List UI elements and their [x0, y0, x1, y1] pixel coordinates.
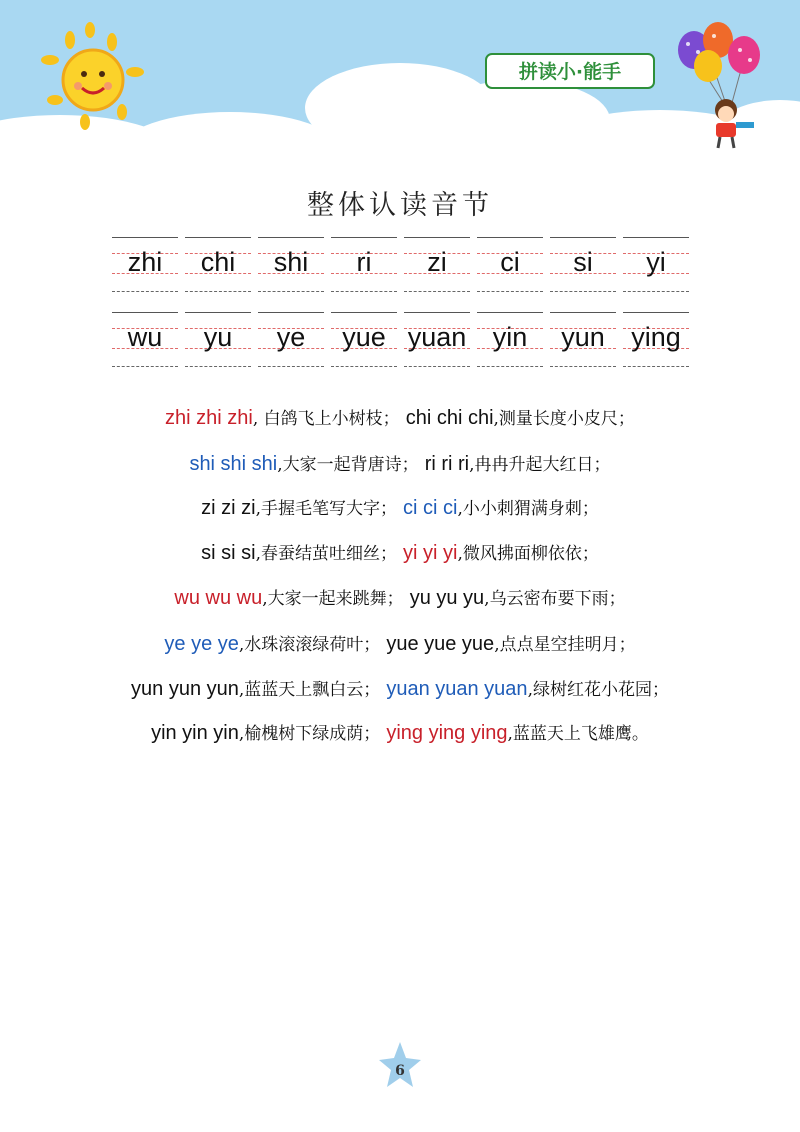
verse-text: ,微风拂面柳依依； — [457, 544, 599, 564]
pinyin-cell — [185, 312, 251, 374]
verse-text: ,绿树红花小花园； — [527, 680, 669, 700]
sky-background — [0, 0, 800, 160]
badge-char: 能 — [583, 61, 603, 83]
verse-pinyin: zi zi zi — [201, 497, 256, 519]
pinyin-syllable: shi — [273, 247, 309, 277]
pinyin-syllable: chi — [200, 247, 236, 277]
pinyin-cell — [112, 312, 178, 374]
verse-text: ,测量长度小皮尺； — [493, 409, 635, 429]
verse-pinyin: yuan yuan yuan — [386, 678, 528, 700]
verse-text: ,小小刺猬满身刺； — [457, 499, 599, 519]
pinyin-syllable: ye — [276, 322, 306, 352]
verse-pinyin: yin yin yin — [151, 722, 239, 744]
pinyin-syllable: ri — [356, 247, 372, 277]
verse-line — [0, 584, 800, 610]
pinyin-syllable: yue — [342, 322, 386, 352]
verse-pinyin: wu wu wu — [174, 587, 263, 609]
verse-text: ,春蚕结茧吐细丝； — [255, 544, 397, 564]
verse-pinyin: ri ri ri — [424, 453, 470, 475]
verse-text: ,手握毛笔写大字； — [255, 499, 397, 519]
pinyin-cell — [623, 237, 689, 299]
verse-text: ,蓝蓝天上飞雄鹰。 — [507, 724, 649, 744]
pinyin-cell — [477, 237, 543, 299]
pinyin-row-2 — [0, 312, 800, 374]
verse-text: ,乌云密布要下雨； — [484, 589, 626, 609]
badge-title — [490, 57, 650, 87]
verse-pinyin: chi chi chi — [405, 407, 494, 429]
badge-char: 拼 — [518, 61, 538, 83]
verse-pinyin: yue yue yue — [386, 633, 495, 655]
verse-line — [0, 630, 800, 656]
pinyin-syllable: zi — [427, 247, 447, 277]
badge-separator: · — [575, 61, 584, 83]
pinyin-syllable: yuan — [407, 322, 467, 352]
verse-line — [0, 539, 800, 565]
pinyin-row-1 — [0, 237, 800, 299]
verse-text: ,大家一起背唐诗； — [277, 455, 419, 475]
pinyin-cell — [258, 312, 324, 374]
pinyin-syllable: yu — [203, 322, 233, 352]
verse-pinyin: ci ci ci — [403, 497, 458, 519]
verse-line — [0, 450, 800, 476]
verse-text: ,蓝蓝天上飘白云； — [238, 680, 381, 700]
verse-pinyin: ying ying ying — [386, 722, 508, 744]
pinyin-cell — [550, 237, 616, 299]
page-number: 6 — [395, 1063, 405, 1079]
pinyin-cell — [185, 237, 251, 299]
pinyin-syllable: zhi — [127, 247, 163, 277]
verse-line — [0, 404, 800, 430]
pinyin-cell — [112, 237, 178, 299]
pinyin-cell — [623, 312, 689, 374]
verse-line — [0, 494, 800, 520]
pinyin-cell — [404, 237, 470, 299]
verse-text: ,点点星空挂明月； — [494, 635, 636, 655]
pinyin-cell — [331, 312, 397, 374]
pinyin-cell — [477, 312, 543, 374]
verse-pinyin: yi yi yi — [403, 542, 458, 564]
pinyin-syllable: wu — [127, 322, 163, 352]
pinyin-cell — [258, 237, 324, 299]
pinyin-syllable: yi — [646, 247, 666, 277]
verse-line — [0, 719, 800, 745]
verse-pinyin: zhi zhi zhi — [165, 407, 253, 429]
verse-text: , 白鸽飞上小树枝； — [252, 409, 400, 429]
verse-text: ,大家一起来跳舞； — [262, 589, 404, 609]
pinyin-syllable: ci — [500, 247, 520, 277]
pinyin-syllable: ying — [631, 322, 681, 352]
page-header — [0, 0, 800, 160]
verse-pinyin: yu yu yu — [409, 587, 485, 609]
verse-line — [0, 675, 800, 701]
badge-char: 小 — [556, 61, 576, 83]
verse-text: ,榆槐树下绿成荫； — [238, 724, 381, 744]
pinyin-syllable: yun — [561, 322, 605, 352]
verse-pinyin: si si si — [201, 542, 256, 564]
verse-pinyin: shi shi shi — [189, 453, 278, 475]
badge-char: 手 — [602, 61, 622, 83]
pinyin-cell — [331, 237, 397, 299]
badge-char: 读 — [537, 61, 557, 83]
verse-text: ,冉冉升起大红日； — [469, 455, 611, 475]
pinyin-cell — [404, 312, 470, 374]
verse-pinyin: yun yun yun — [131, 678, 239, 700]
verse-pinyin: ye ye ye — [164, 633, 239, 655]
page-title: 整体认读音节 — [307, 190, 493, 221]
verse-text: ,水珠滚滚绿荷叶； — [238, 635, 381, 655]
pinyin-syllable: yin — [492, 322, 528, 352]
pinyin-syllable: si — [573, 247, 593, 277]
pinyin-cell — [550, 312, 616, 374]
